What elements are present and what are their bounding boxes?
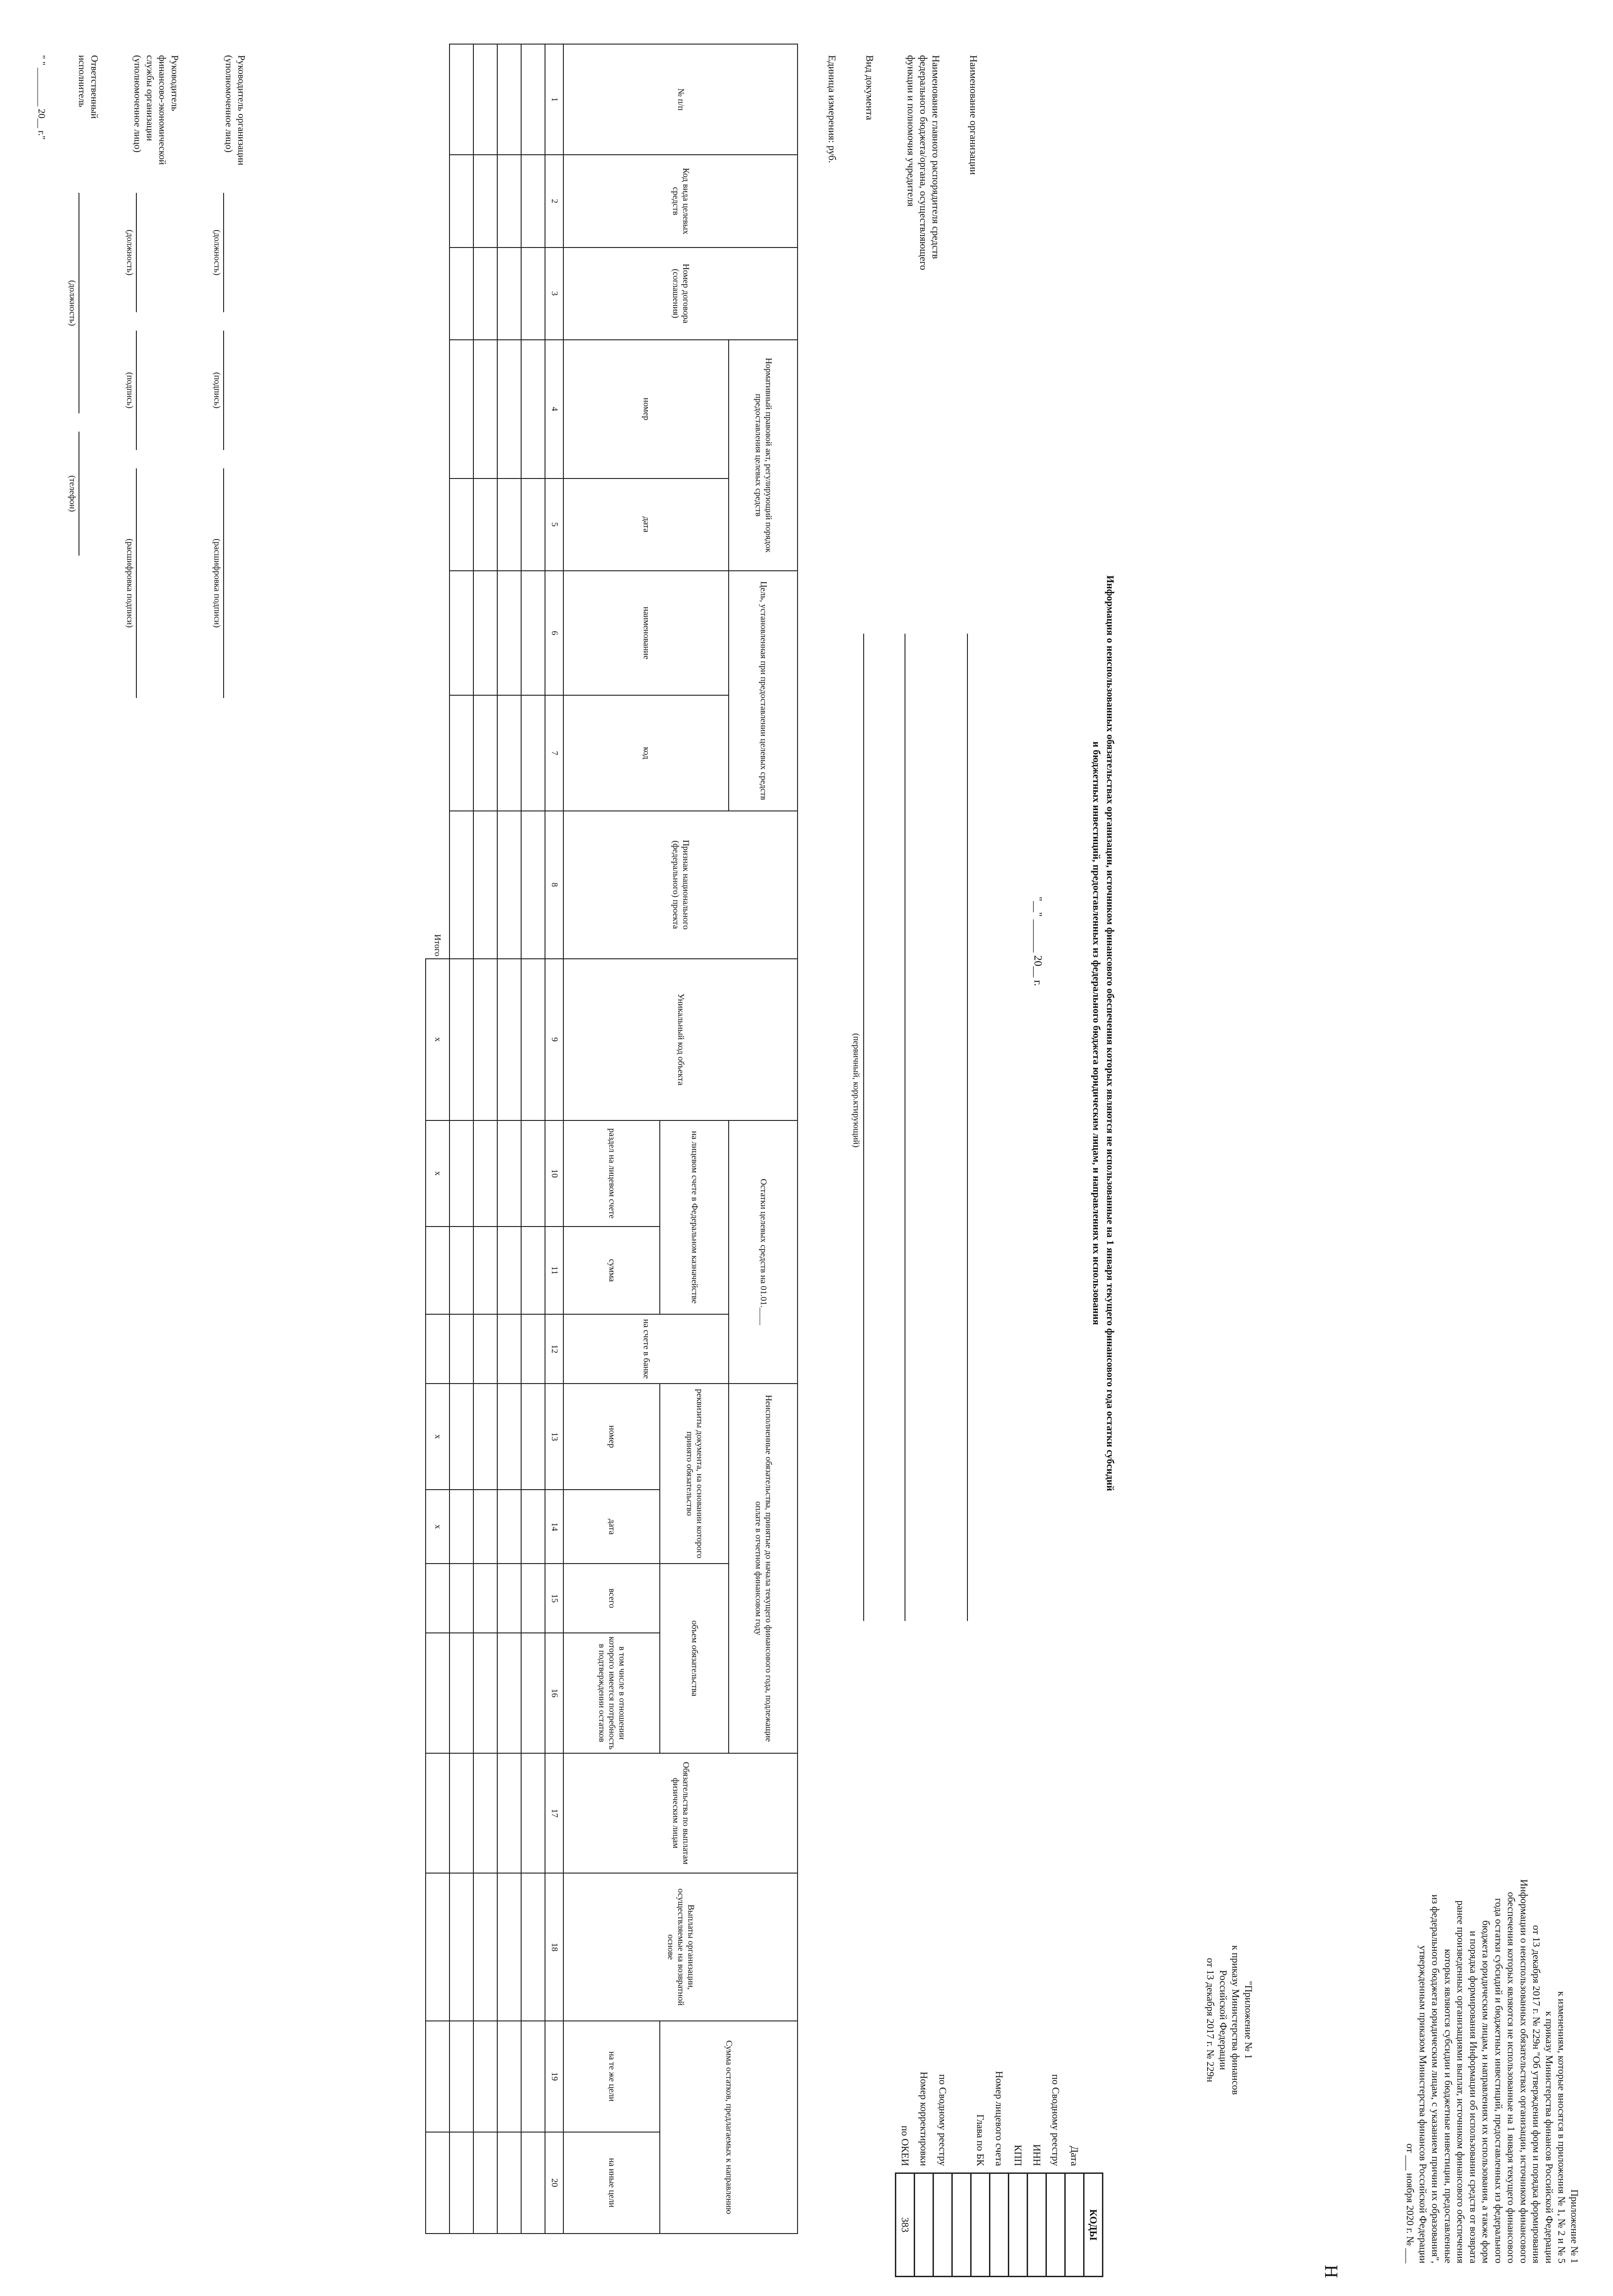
code-label: ИНН [1031,2144,1043,2166]
col-obl-num: номер [563,1384,660,1490]
code-field[interactable] [971,2173,990,2277]
col-dir-same: на те же цели [563,2021,660,2132]
codes-table [895,2068,1103,2277]
total-x: х [426,1384,450,1490]
col-dir-other: на иные цели [563,2132,660,2234]
header-line: к изменениям, которые вносятся в приложения № 1, № 2 и № 5 [1556,1991,1568,2263]
sign-caption: (подпись) [125,372,135,409]
form-date: "__" ______ 20__ г. [1032,896,1044,986]
col-rest-bank: на счете в банке [563,1314,729,1384]
col-number: 15 [545,1564,563,1633]
col-payback-header: Выплаты организации, осуществляемые на возвратной основе [563,1873,798,2021]
doctype-hint: (первичный, корр.ктирующий) [851,1033,861,1148]
code-label: по Сводному реестру [1050,2074,1062,2166]
header-line: ранее произведенных организациями выплат, источником финансового обеспечения [1455,1900,1467,2263]
fin-label-4: (уполномоченное лицо) [132,55,143,153]
col-number: 4 [545,340,563,478]
title-line-2: и бюджетных инвестиций, предоставленных из федерального бюджета юридическим лицам, и направлениях их использования [1091,741,1103,1325]
col-obl-req: реквизиты документа, на основании которого принято обязательство [660,1384,729,1564]
table-row [497,44,521,2234]
header-line: Приложение № 1 [1569,2189,1580,2263]
grbs-label-2: федерального бюджета/органа, осуществляющего [918,55,929,270]
phone-caption: (телефон) [67,475,77,512]
form-title [1090,138,1117,1929]
col-code-header: Код вида целевых средств [563,155,798,247]
code-field[interactable] [1009,2173,1028,2277]
code-label: Номер лицевого счета [994,2071,1005,2166]
title-line-1: Информация о неиспользованных обязательствах организации, источником финансового обеспечения которых являются не использованные на 1 января текущего финансового года остатки субсидий [1105,575,1116,1491]
appendix-line: Российской Федерации [1218,1970,1229,2070]
total-label: Итого [426,44,450,959]
col-number: 8 [545,811,563,959]
col-rest-fk: на лицевом счете в Федеральном казначействе [660,1120,729,1314]
fin-label-3: службы организации [145,55,156,141]
fin-label-1: Руководитель [169,55,180,111]
col-goal-name: наименование [563,571,729,696]
col-act-num: номер [563,340,729,478]
total-x: х [426,959,450,1120]
head-position-line[interactable] [223,193,224,312]
appendix-line: "Приложение № 1 [1243,1981,1254,2060]
col-goal-code: код [563,695,729,810]
col-phys-header: Обязательства по выплатам физическим лицам [563,1753,798,1874]
code-label: Дата [1069,2146,1080,2166]
position-caption: (должность) [125,230,135,276]
doctype-line[interactable] [863,634,864,1621]
header-line: от ___ ноября 2020 г. № ___ [1405,2143,1416,2263]
org-name-line[interactable] [967,634,968,1621]
total-x: х [426,1120,450,1227]
unit-label: Единица измерения: руб. [826,55,838,163]
sign-caption: (подпись) [212,372,222,409]
col-number: 6 [545,571,563,696]
header-line: года остатки субсидий и бюджетных инвестиций, предоставленных из федерального [1493,1898,1505,2263]
col-number: 9 [545,959,563,1120]
corner-stamp: Н [1321,2265,1342,2278]
codes-title: КОДЫ [1084,2173,1103,2277]
header-line: Информации о неиспользованных обязательствах организации, источником финансового [1518,1879,1530,2263]
col-act-date: дата [563,478,729,571]
sign-date: " " ________ 20__ г." [36,55,47,140]
total-x: х [426,1490,450,1564]
column-numbers-row [545,44,563,2234]
col-rest-sum: сумма [563,1227,660,1314]
code-field[interactable] [952,2173,971,2277]
decode-caption: (расшифровка подписи) [125,539,135,628]
fin-label-2: финансово-экономической [157,55,168,165]
appendix-line: к приказу Министерства финансов [1230,1945,1242,2095]
col-number: 16 [545,1633,563,1753]
header-line: бюджета юридическим лицам, и направлениях их использования, а также форм [1480,1920,1492,2263]
col-num-header: № п/п [563,44,798,155]
col-ukc-header: Уникальный код объекта [563,959,798,1120]
table-row [521,44,545,2234]
header-line: из федерального бюджета юридическим лицам, с указанием причин их образования", [1430,1894,1442,2263]
col-number: 3 [545,248,563,340]
col-number: 10 [545,1120,563,1227]
code-field[interactable] [933,2173,952,2277]
col-goal-header: Цель, установленная при предоставлении целевых средств [729,571,798,811]
col-number: 7 [545,695,563,810]
total-row [426,44,450,2234]
table-row [450,44,473,2234]
position-caption: (должность) [212,230,222,276]
col-number: 1 [545,44,563,155]
code-field[interactable] [915,2173,933,2277]
appendix-header [1204,1882,1255,2158]
grbs-label-1: Наименование главного распорядителя средств [930,55,942,259]
head-label-2: (уполномоченное лицо) [224,55,235,153]
obligations-table [425,44,798,2234]
code-field[interactable] [990,2173,1009,2277]
col-contract-header: Номер договора (соглашения) [563,248,798,340]
grbs-label-3: функции и полномочия учредителя [905,55,917,207]
position-caption: (должность) [67,280,77,326]
order-header [1404,1735,1581,2263]
col-number: 18 [545,1873,563,2021]
head-label-1: Руководитель организации [236,55,247,165]
col-number: 11 [545,1227,563,1314]
appendix-line: от 13 декабря 2017 г. № 229н [1205,1958,1217,2082]
header-line: утвержденным приказом Министерства финансов Российской Федерации [1417,1945,1429,2263]
fin-sign-line[interactable] [136,331,137,450]
col-obligation-header: Неисполненные обязательства, принятые до начала текущего финансового года, подлежащие оплате в отчетном финансовом году [729,1384,798,1753]
code-label: по ОКЕИ [899,2125,911,2166]
col-obl-incl: в том числе в отношении которого имеется потребность в подтверждении остатков [563,1633,660,1753]
head-decode-line[interactable] [223,468,224,698]
header-line: которых являются субсидии и бюджетные инвестиции, предоставленные [1443,1949,1454,2263]
col-number: 2 [545,155,563,247]
header-line: от 13 декабря 2017 г. № 229н "Об утверждении форм и порядка формирования [1531,1925,1543,2263]
org-name-label: Наименование организации [968,55,979,175]
table-row [473,44,497,2234]
code-field[interactable] [1028,2173,1046,2277]
decode-caption: (расшифровка подписи) [212,539,222,628]
code-label: Глава по БК [975,2114,986,2166]
head-sign-line[interactable] [223,331,224,450]
col-number: 20 [545,2132,563,2234]
col-number: 12 [545,1314,563,1384]
col-obl-all: всего [563,1564,660,1633]
exec-label-2: исполнитель [77,55,88,107]
col-number: 13 [545,1384,563,1490]
fin-position-line[interactable] [136,193,137,312]
code-field[interactable] [1046,2173,1065,2277]
fin-decode-line[interactable] [136,468,137,698]
header-line: к приказу Министерства финансов Российской Федерации [1544,2011,1555,2263]
code-label: КПП [1012,2144,1024,2166]
col-number: 5 [545,478,563,571]
header-line: обеспечения которых являются не использованные на 1 января текущего финансового [1506,1892,1517,2263]
col-rest-header: Остатки целевых средств на 01.01.____ [729,1120,798,1384]
col-rest-section: раздел на лицевом счете [563,1120,660,1227]
col-number: 19 [545,2021,563,2132]
code-label [952,2068,971,2173]
code-label: Номер корректировки [918,2071,930,2166]
col-obl-date: дата [563,1490,660,1564]
header-line: и порядка формирования Информации об использовании средств от возврата [1468,1930,1479,2263]
col-act-header: Нормативный правовой акт, регулирующий порядок предоставления целевых средств [729,340,798,571]
col-number: 17 [545,1753,563,1874]
doctype-label: Вид документа [864,55,876,120]
col-national-header: Признак национального (федерального) проекта [563,811,798,959]
col-direction-header: Сумма остатков, предлагаемых к направлению [660,2021,798,2234]
code-field[interactable]: 383 [896,2173,915,2277]
exec-label-1: Ответственный [89,55,100,119]
code-label: по Сводному реестру [937,2074,949,2166]
col-obl-vol: объем обязательства [660,1564,729,1753]
code-field[interactable] [1065,2173,1084,2277]
col-number: 14 [545,1490,563,1564]
